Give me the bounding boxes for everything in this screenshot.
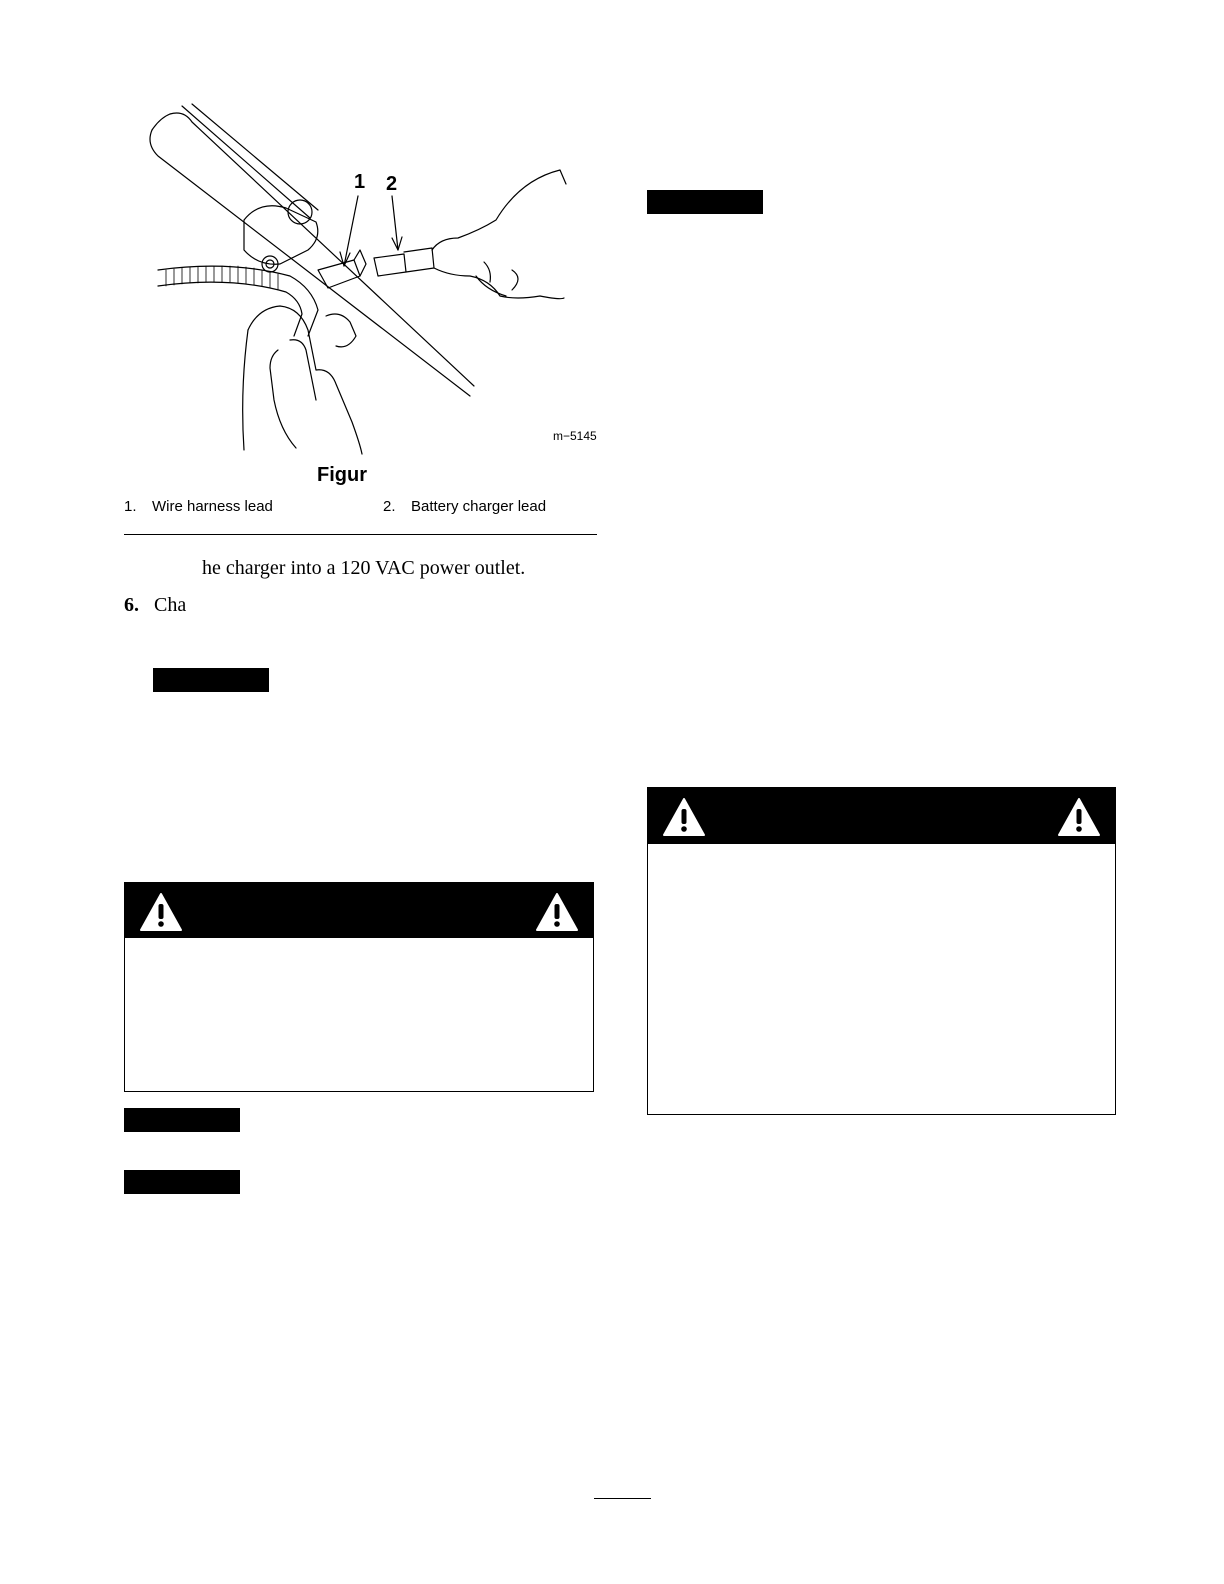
step-6-text: Cha	[154, 594, 187, 616]
wire-harness-connection-illustration	[140, 100, 600, 460]
legend-label: Battery charger lead	[411, 498, 547, 515]
page-number-rule	[594, 1498, 651, 1499]
legend-number: 2.	[383, 498, 396, 515]
callout-2: 2	[386, 173, 398, 195]
legend-item-2	[383, 498, 546, 515]
warning-triangle-icon	[1057, 797, 1101, 837]
warning-triangle-icon	[662, 797, 706, 837]
drawing-code: m−5145	[553, 429, 597, 443]
warning-header	[125, 883, 593, 938]
warning-triangle-icon	[535, 892, 579, 932]
redacted-label	[124, 1108, 240, 1132]
warning-box	[124, 882, 594, 1092]
figure-caption: Figur	[317, 464, 367, 486]
legend-item-1	[124, 498, 273, 515]
warning-header	[648, 788, 1115, 844]
step-6-number: 6.	[124, 594, 139, 616]
callout-1: 1	[354, 171, 366, 193]
redacted-label	[647, 190, 763, 214]
legend-number: 1.	[124, 498, 137, 515]
legend-label: Wire harness lead	[152, 498, 273, 515]
redacted-label	[124, 1170, 240, 1194]
warning-box	[647, 787, 1116, 1115]
warning-triangle-icon	[139, 892, 183, 932]
redacted-label	[153, 668, 269, 692]
step-5-text: he charger into a 120 VAC power outlet.	[202, 557, 526, 579]
figure-divider	[124, 534, 597, 535]
